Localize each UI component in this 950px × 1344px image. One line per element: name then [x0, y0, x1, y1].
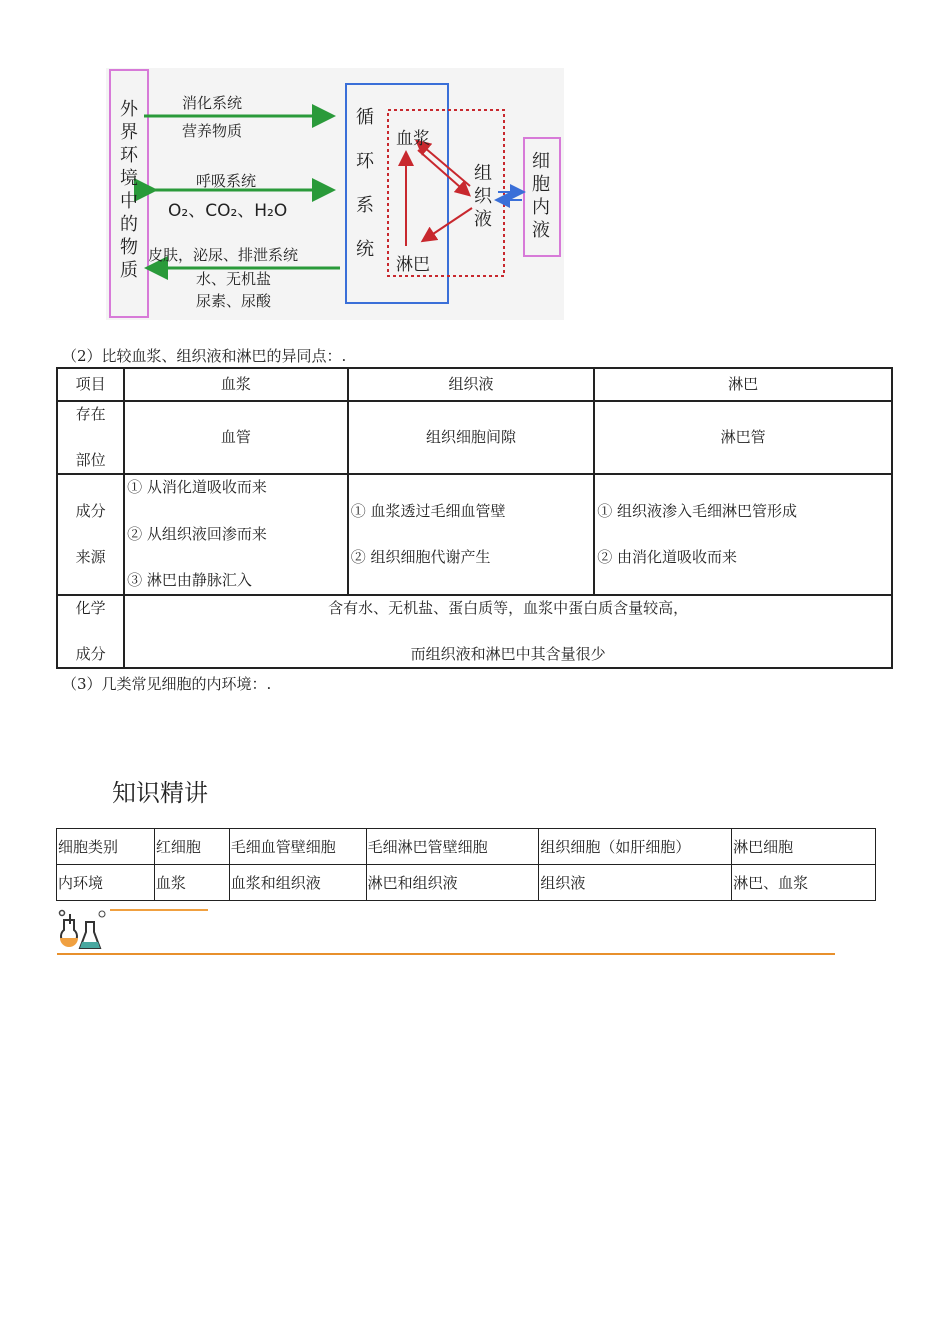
location-label — [57, 401, 124, 474]
intracellular-label: 细胞内液 — [532, 151, 550, 241]
cell-type-tissue: 组织细胞（如肝细胞） — [539, 829, 732, 865]
cell-type-header: 细胞类别 — [57, 829, 155, 865]
chem-label-2: 成分 — [75, 645, 106, 663]
cell-type-capillary: 毛细血管壁细胞 — [229, 829, 366, 865]
source-label-1: 成分 — [75, 501, 106, 520]
plasma-source-2: ② 从组织液回渗而来 — [127, 524, 267, 543]
plasma-sources — [124, 474, 348, 595]
lymph-location: 淋巴管 — [594, 401, 892, 474]
env-capillary: 血浆和组织液 — [229, 865, 366, 901]
chem-text-1: 含有水、无机盐、蛋白质等，血浆中蛋白质含量较高， — [328, 598, 689, 617]
orange-divider — [57, 953, 835, 955]
env-tissue: 组织液 — [539, 865, 732, 901]
urea-label: 尿素、尿酸 — [196, 292, 272, 310]
tissue-location: 组织细胞间隙 — [348, 401, 595, 474]
digest-system-label: 消化系统 — [182, 94, 243, 112]
source-label — [57, 474, 124, 595]
tissue-source-2: ② 组织细胞代谢产生 — [350, 548, 491, 566]
diagram-shapes — [106, 68, 564, 320]
excretion-system-label: 皮肤，泌尿、排泄系统 — [148, 246, 299, 264]
chem-label-1: 化学 — [75, 598, 106, 617]
chem-content — [124, 595, 892, 668]
circulation-label: 循环系统 — [356, 107, 374, 260]
resp-system-label: 呼吸系统 — [196, 172, 257, 190]
cell-environment-table — [56, 828, 876, 901]
water-salts-label: 水、无机盐 — [196, 270, 272, 288]
env-header: 内环境 — [57, 865, 155, 901]
plasma-source-3: ③ 淋巴由静脉汇入 — [127, 571, 252, 590]
lymph-source-2: ② 由消化道吸收而来 — [597, 548, 738, 566]
cell-type-lymph-capillary: 毛细淋巴管壁细胞 — [366, 829, 539, 865]
section2-title: （2）比较血浆、组织液和淋巴的异同点：. — [62, 347, 347, 365]
knowledge-heading: 知识精讲 — [112, 779, 208, 807]
lymph-label: 淋巴 — [396, 255, 430, 275]
env-lymph-capillary: 淋巴和组织液 — [366, 865, 539, 901]
compare-table — [56, 367, 893, 669]
nutrients-label: 营养物质 — [182, 122, 243, 140]
cell-type-rbc: 红细胞 — [154, 829, 229, 865]
header-plasma: 血浆 — [124, 368, 348, 401]
plasma-label: 血浆 — [396, 129, 430, 149]
location-label-2: 部位 — [75, 451, 106, 469]
tissue-sources — [348, 474, 595, 595]
tissue-fluid-label: 组织液 — [474, 163, 492, 230]
location-label-1: 存在 — [75, 404, 106, 423]
header-lymph: 淋巴 — [594, 368, 892, 401]
plasma-to-tissue-arrow — [418, 150, 468, 194]
env-rbc: 血浆 — [154, 865, 229, 901]
outer-env-label: 外界环境中的物质 — [120, 99, 138, 281]
plasma-location: 血管 — [124, 401, 348, 474]
gases-label: O₂、CO₂、H₂O — [168, 201, 288, 221]
header-tissue: 组织液 — [348, 368, 595, 401]
cell-type-lymphocyte: 淋巴细胞 — [732, 829, 876, 865]
chem-label — [57, 595, 124, 668]
section3-title: （3）几类常见细胞的内环境：. — [62, 675, 272, 693]
tissue-source-1: ① 血浆透过毛细血管壁 — [350, 501, 506, 520]
plasma-source-1: ① 从消化道吸收而来 — [127, 478, 267, 497]
chem-text-2: 而组织液和淋巴中其含量很少 — [410, 645, 606, 663]
chemistry-flask-icon — [56, 908, 106, 952]
source-label-2: 来源 — [75, 548, 106, 566]
env-lymphocyte: 淋巴、血浆 — [732, 865, 876, 901]
orange-accent-short — [110, 909, 208, 911]
lymph-source-1: ① 组织液渗入毛细淋巴管形成 — [597, 501, 798, 520]
header-item: 项目 — [57, 368, 124, 401]
lymph-sources — [594, 474, 892, 595]
internal-environment-diagram — [106, 68, 564, 320]
